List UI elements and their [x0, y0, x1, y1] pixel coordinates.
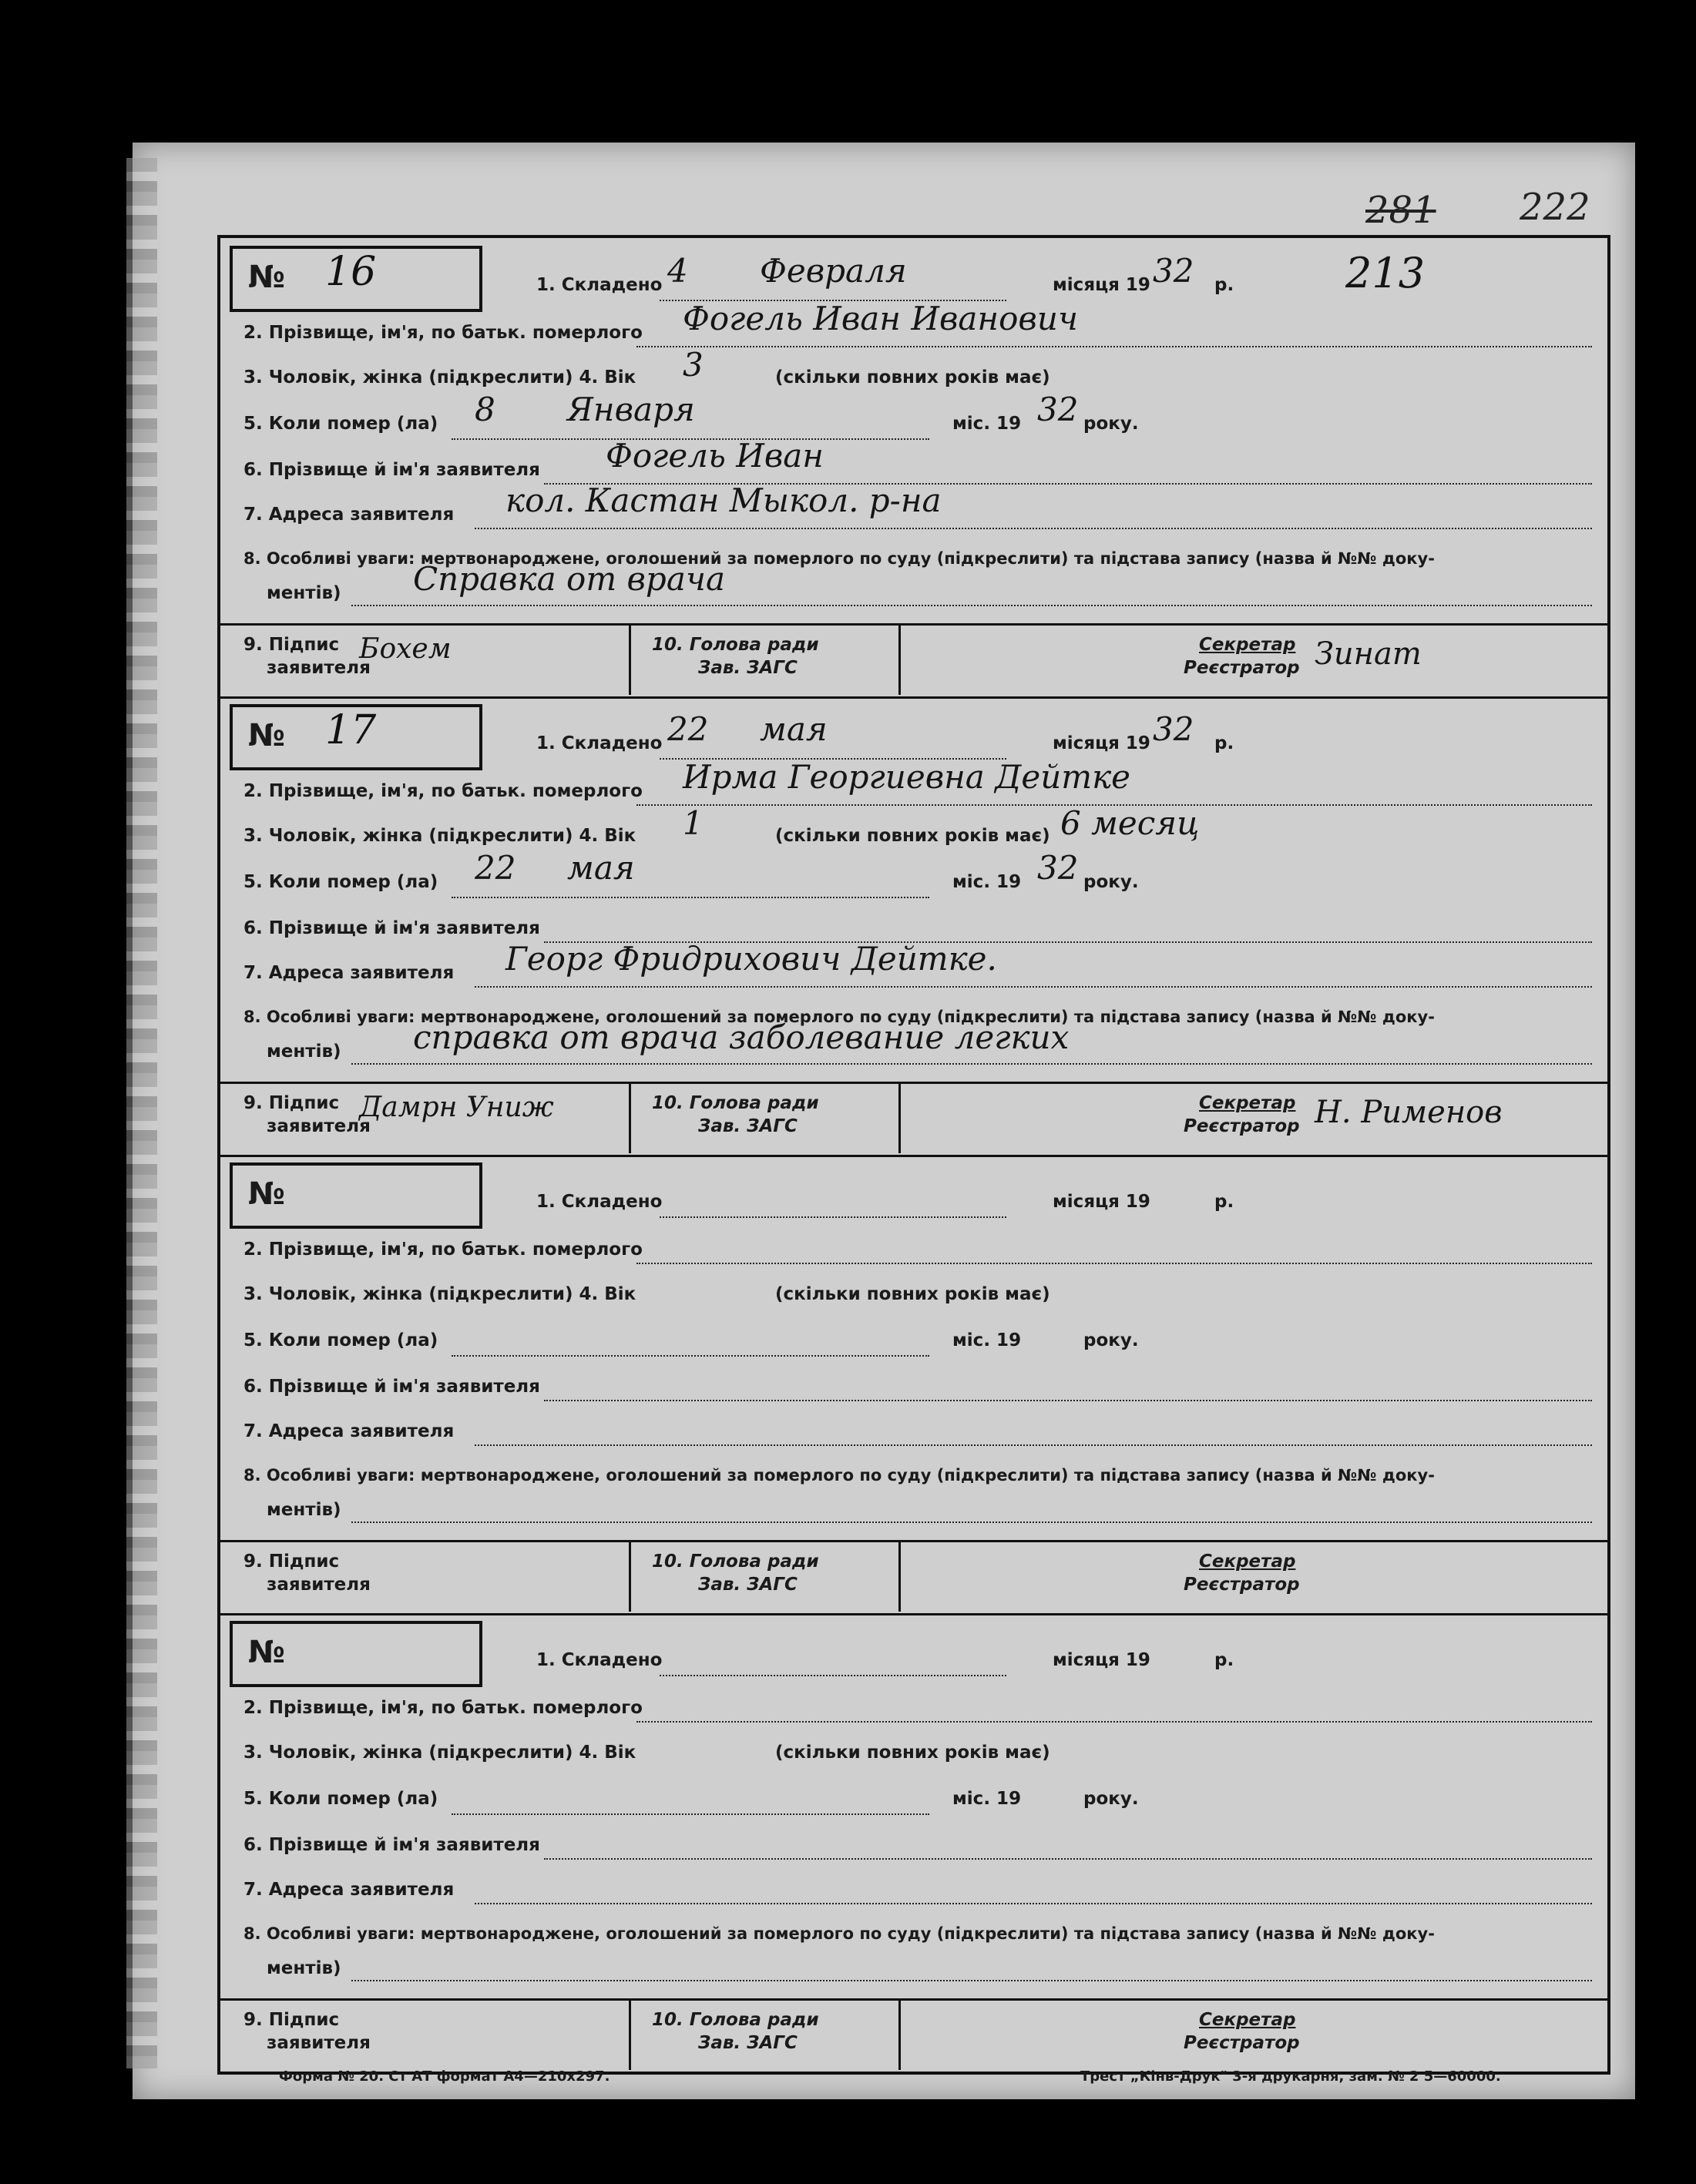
secretary-label: Секретар — [1199, 1093, 1296, 1113]
composed-day: 4 — [667, 252, 688, 290]
death-record — [220, 696, 1607, 1157]
number-sign: № — [248, 1635, 286, 1670]
applicant-address: кол. Кастан Мыкол. р-на — [505, 481, 942, 519]
remarks-label-2: ментів) — [267, 1042, 341, 1062]
applicant-line — [544, 1400, 1592, 1401]
record-number-box — [230, 1621, 482, 1687]
head-label: 10. Голова ради — [652, 1552, 819, 1572]
death-record — [220, 1155, 1607, 1615]
signature-divider-1 — [629, 1084, 631, 1153]
remarks-line — [351, 605, 1592, 606]
death-record — [220, 238, 1607, 699]
mis-label: міс. 19 — [952, 414, 1022, 434]
sex-age-label: 3. Чоловік, жінка (підкреслити) 4. Вік — [243, 1743, 636, 1763]
record-number: 17 — [325, 707, 377, 753]
deceased-name: Фогель Иван Иванович — [683, 300, 1079, 337]
remarks-line — [351, 1980, 1592, 1981]
number-sign: № — [248, 1176, 286, 1212]
died-year: 32 — [1037, 849, 1079, 887]
died-year: 32 — [1037, 391, 1079, 428]
composed-label: 1. Складено — [536, 1192, 663, 1212]
record-number: 16 — [325, 249, 377, 295]
died-label: 5. Коли помер (ла) — [243, 872, 438, 892]
registrar-label: Реєстратор — [1184, 1575, 1300, 1595]
applicant-address-label: 7. Адреса заявителя — [243, 963, 455, 983]
composed-line — [660, 1675, 1006, 1676]
applicant-name: Фогель Иван — [606, 437, 824, 475]
remarks-label-2: ментів) — [267, 1958, 341, 1978]
applicant-address-label: 7. Адреса заявителя — [243, 505, 455, 525]
full-years-label: (скільки повних років має) — [775, 1743, 1050, 1763]
sig-applicant-label: 9. Підпис — [243, 2010, 340, 2030]
deceased-name: Ирма Георгиевна Дейтке — [683, 758, 1131, 796]
signature-row — [220, 1082, 1607, 1153]
sig-applicant-label: 9. Підпис — [243, 1093, 340, 1113]
composed-label: 1. Складено — [536, 1650, 663, 1670]
applicant-signature: Дамрн Униж — [359, 1092, 554, 1123]
composed-month: Февраля — [760, 252, 907, 290]
sex-age-label: 3. Чоловік, жінка (підкреслити) 4. Вік — [243, 1284, 636, 1304]
current-sheet-number: 222 — [1520, 186, 1590, 229]
applicant-address-label: 7. Адреса заявителя — [243, 1880, 455, 1900]
signature-divider-1 — [629, 1542, 631, 1612]
roku-label: року. — [1083, 1330, 1139, 1350]
applicant-name-label: 6. Прізвище й ім'я заявителя — [243, 460, 540, 480]
died-label: 5. Коли помер (ла) — [243, 1330, 438, 1350]
footer-printer-info: Трест „Кінв-Друк" 3-я друкарня, зам. № 2 5—60000. — [1080, 2068, 1501, 2085]
remarks-label-2: ментів) — [267, 583, 341, 603]
composed-year: 32 — [1153, 252, 1194, 290]
remarks-label: 8. Особливі уваги: мертвонароджене, оголошений за померлого по суду (підкреслити) та підстава запису (назва й №№ доку- — [243, 1466, 1435, 1485]
died-label: 5. Коли помер (ла) — [243, 414, 438, 434]
number-sign: № — [248, 260, 286, 295]
deceased-name-label: 2. Прізвище, ім'я, по батьк. померлого — [243, 323, 643, 343]
name-line — [636, 1721, 1592, 1723]
registrar-label: Реєстратор — [1184, 658, 1300, 678]
applicant-signature: Бохем — [359, 633, 452, 665]
year-label: р. — [1214, 1192, 1234, 1212]
full-years-label: (скільки повних років має) — [775, 1284, 1050, 1304]
zags-label: Зав. ЗАГС — [698, 1116, 798, 1136]
zags-label: Зав. ЗАГС — [698, 658, 798, 678]
records-frame — [217, 235, 1610, 2075]
sig-applicant-label-2: заявителя — [267, 658, 371, 678]
head-label: 10. Голова ради — [652, 2010, 819, 2030]
died-line — [452, 1813, 929, 1815]
address-line — [475, 528, 1592, 529]
signature-divider-2 — [898, 626, 901, 695]
name-line — [636, 1263, 1592, 1264]
secretary-label: Секретар — [1199, 1552, 1296, 1572]
died-month: Января — [567, 391, 695, 428]
death-record — [220, 1613, 1607, 2074]
year-label: р. — [1214, 275, 1234, 295]
full-years-label: (скільки повних років має) — [775, 367, 1050, 387]
sig-applicant-label: 9. Підпис — [243, 635, 340, 655]
roku-label: року. — [1083, 1789, 1139, 1809]
sex-age-label: 3. Чоловік, жінка (підкреслити) 4. Вік — [243, 367, 636, 387]
remarks-label: 8. Особливі уваги: мертвонароджене, оголошений за померлого по суду (підкреслити) та підстава запису (назва й №№ доку- — [243, 1924, 1435, 1943]
remarks: справка от врача заболевание легких — [413, 1018, 1070, 1056]
signature-row — [220, 1540, 1607, 1612]
died-day: 8 — [475, 391, 495, 428]
mis-label: міс. 19 — [952, 872, 1022, 892]
number-sign: № — [248, 718, 286, 753]
mis-label: міс. 19 — [952, 1330, 1022, 1350]
footer-form-info: Форма № 20. Ст АТ формат А4—210x297. — [279, 2068, 610, 2085]
year-label: р. — [1214, 1650, 1234, 1670]
sig-applicant-label: 9. Підпис — [243, 1552, 340, 1572]
sig-applicant-label-2: заявителя — [267, 1575, 371, 1595]
head-label: 10. Голова ради — [652, 635, 819, 655]
record-number-box — [230, 1162, 482, 1229]
record-number-box — [230, 704, 482, 770]
sig-applicant-label-2: заявителя — [267, 2033, 371, 2053]
zags-label: Зав. ЗАГС — [698, 1575, 798, 1595]
secretary-label: Секретар — [1199, 2010, 1296, 2030]
sex-age-label: 3. Чоловік, жінка (підкреслити) 4. Вік — [243, 826, 636, 846]
signature-row — [220, 623, 1607, 695]
roku-label: року. — [1083, 872, 1139, 892]
composed-label: 1. Складено — [536, 733, 663, 753]
registrar-label: Реєстратор — [1184, 2033, 1300, 2053]
signature-row — [220, 1998, 1607, 2070]
signature-divider-2 — [898, 1542, 901, 1612]
signature-divider-1 — [629, 2001, 631, 2070]
composed-year: 32 — [1153, 710, 1194, 748]
composed-label: 1. Складено — [536, 275, 663, 295]
secretary-label: Секретар — [1199, 635, 1296, 655]
old-sheet-number: 281 — [1365, 189, 1436, 232]
composed-line — [660, 1216, 1006, 1218]
age: 1 — [683, 804, 704, 842]
registrar-signature: Зинат — [1315, 636, 1422, 672]
margin-mark: 213 — [1345, 249, 1426, 297]
remarks-label: 8. Особливі уваги: мертвонароджене, оголошений за померлого по суду (підкреслити) та підстава запису (назва й №№ доку- — [243, 549, 1435, 568]
month-label: місяця 19 — [1053, 275, 1150, 295]
registrar-signature: Н. Рименов — [1315, 1095, 1503, 1130]
died-month: мая — [567, 849, 635, 887]
remarks-label-2: ментів) — [267, 1500, 341, 1520]
mis-label: міс. 19 — [952, 1789, 1022, 1809]
died-label: 5. Коли помер (ла) — [243, 1789, 438, 1809]
record-number-box — [230, 246, 482, 312]
applicant-address-label: 7. Адреса заявителя — [243, 1421, 455, 1441]
applicant-name-label: 6. Прізвище й ім'я заявителя — [243, 1377, 540, 1397]
signature-divider-2 — [898, 2001, 901, 2070]
died-line — [452, 897, 929, 898]
applicant-line — [544, 1858, 1592, 1860]
head-label: 10. Голова ради — [652, 1093, 819, 1113]
month-label: місяця 19 — [1053, 1650, 1150, 1670]
roku-label: року. — [1083, 414, 1139, 434]
year-label: р. — [1214, 733, 1234, 753]
deceased-name-label: 2. Прізвище, ім'я, по батьк. померлого — [243, 1698, 643, 1718]
composed-day: 22 — [667, 710, 709, 748]
remarks: Справка от врача — [413, 560, 726, 598]
remarks-label: 8. Особливі уваги: мертвонароджене, оголошений за померлого по суду (підкреслити) та підстава запису (назва й №№ доку- — [243, 1008, 1435, 1026]
applicant-name-label: 6. Прізвище й ім'я заявителя — [243, 918, 540, 938]
registrar-label: Реєстратор — [1184, 1116, 1300, 1136]
month-label: місяця 19 — [1053, 733, 1150, 753]
age: 3 — [683, 346, 704, 384]
signature-divider-1 — [629, 626, 631, 695]
address-line — [475, 1903, 1592, 1904]
died-day: 22 — [475, 849, 516, 887]
remarks-line — [351, 1521, 1592, 1523]
signature-divider-2 — [898, 1084, 901, 1153]
zags-label: Зав. ЗАГС — [698, 2033, 798, 2053]
month-label: місяця 19 — [1053, 1192, 1150, 1212]
composed-month: мая — [760, 710, 828, 748]
applicant-name-label: 6. Прізвище й ім'я заявителя — [243, 1835, 540, 1855]
remarks-line — [351, 1063, 1592, 1065]
deceased-name-label: 2. Прізвище, ім'я, по батьк. померлого — [243, 781, 643, 801]
sig-applicant-label-2: заявителя — [267, 1116, 371, 1136]
age-extra: 6 месяц — [1060, 804, 1200, 842]
applicant-address: Георг Фридрихович Дейтке. — [505, 940, 997, 978]
full-years-label: (скільки повних років має) — [775, 826, 1050, 846]
sheet-numbers — [1335, 186, 1627, 235]
address-line — [475, 1444, 1592, 1446]
deceased-name-label: 2. Прізвище, ім'я, по батьк. померлого — [243, 1240, 643, 1260]
document-page — [133, 143, 1635, 2099]
address-line — [475, 986, 1592, 988]
died-line — [452, 1355, 929, 1357]
name-line — [636, 346, 1592, 347]
